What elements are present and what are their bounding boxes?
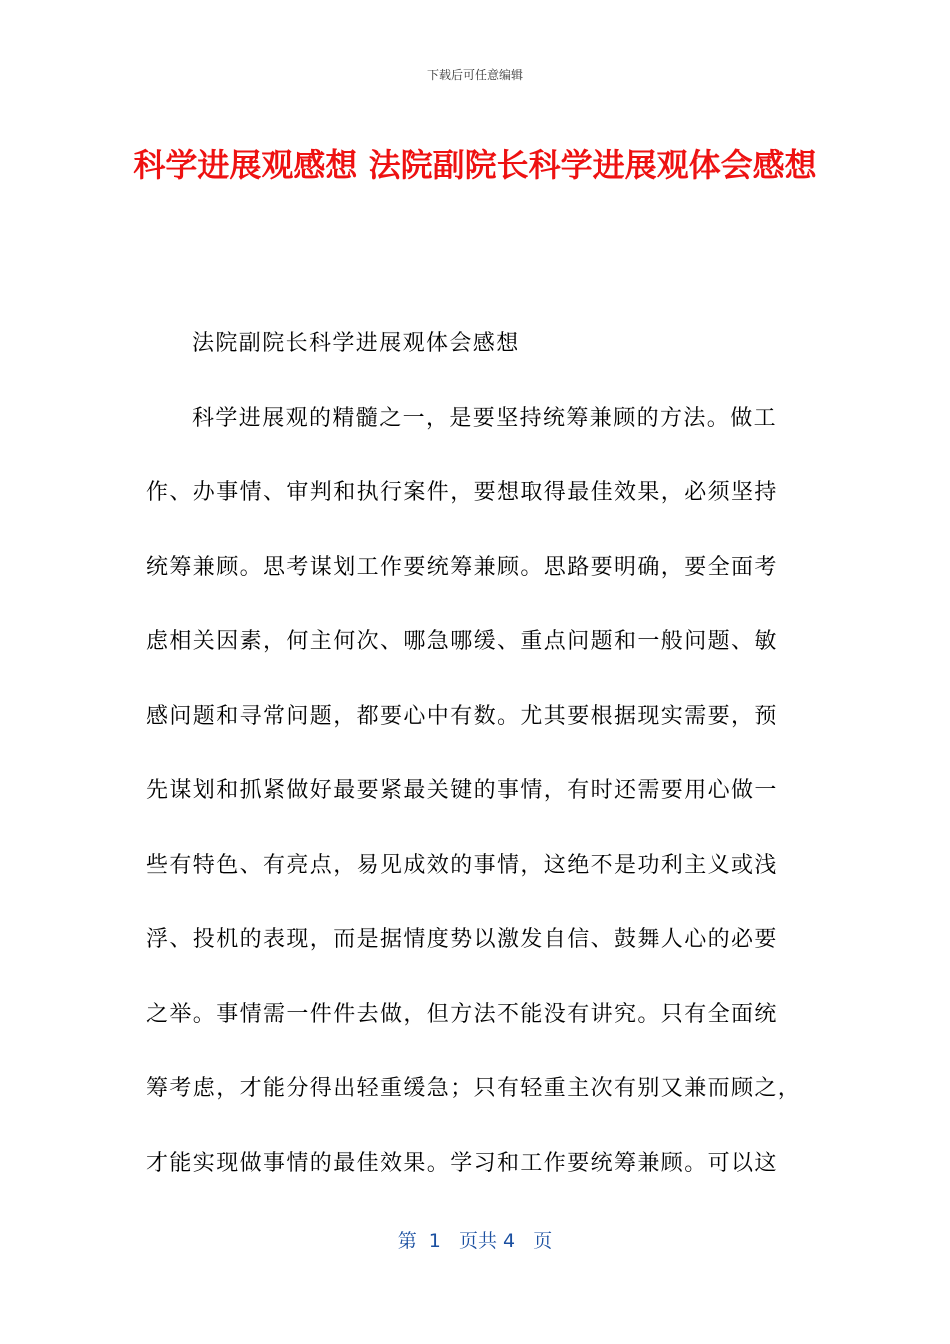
document-title: 科学进展观感想 法院副院长科学进展观体会感想 [133,146,817,184]
body-line: 先谋划和抓紧做好最要紧最关键的事情，有时还需要用心做一 [146,778,778,803]
document-body [146,322,806,1216]
body-line: 筹考虑，才能分得出轻重缓急；只有轻重主次有别又兼而顾之， [146,1076,802,1101]
body-line: 浮、投机的表现，而是据情度势以激发自信、鼓舞人心的必要 [146,927,778,952]
body-line: 才能实现做事情的最佳效果。学习和工作要统筹兼顾。可以这 [146,1150,778,1176]
body-line: 作、办事情、审判和执行案件，要想取得最佳效果，必须坚持 [146,480,778,505]
body-line: 些有特色、有亮点，易见成效的事情，这绝不是功利主义或浅 [146,852,778,878]
page-number: 第 1 页共 4 页 [397,1230,553,1252]
header-note: 下载后可任意编辑 [426,68,523,82]
body-line: 统筹兼顾。思考谋划工作要统筹兼顾。思路要明确，要全面考 [146,554,778,580]
body-line-subtitle: 法院副院长科学进展观体会感想 [192,331,520,356]
body-line: 之举。事情需一件件去做，但方法不能没有讲究。只有全面统 [146,1001,778,1027]
body-line: 虑相关因素，何主何次、哪急哪缓、重点问题和一般问题、敏 [146,629,778,654]
body-line: 科学进展观的精髓之一，是要坚持统筹兼顾的方法。做工 [192,405,778,431]
body-line: 感问题和寻常问题，都要心中有数。尤其要根据现实需要，预 [146,703,778,729]
